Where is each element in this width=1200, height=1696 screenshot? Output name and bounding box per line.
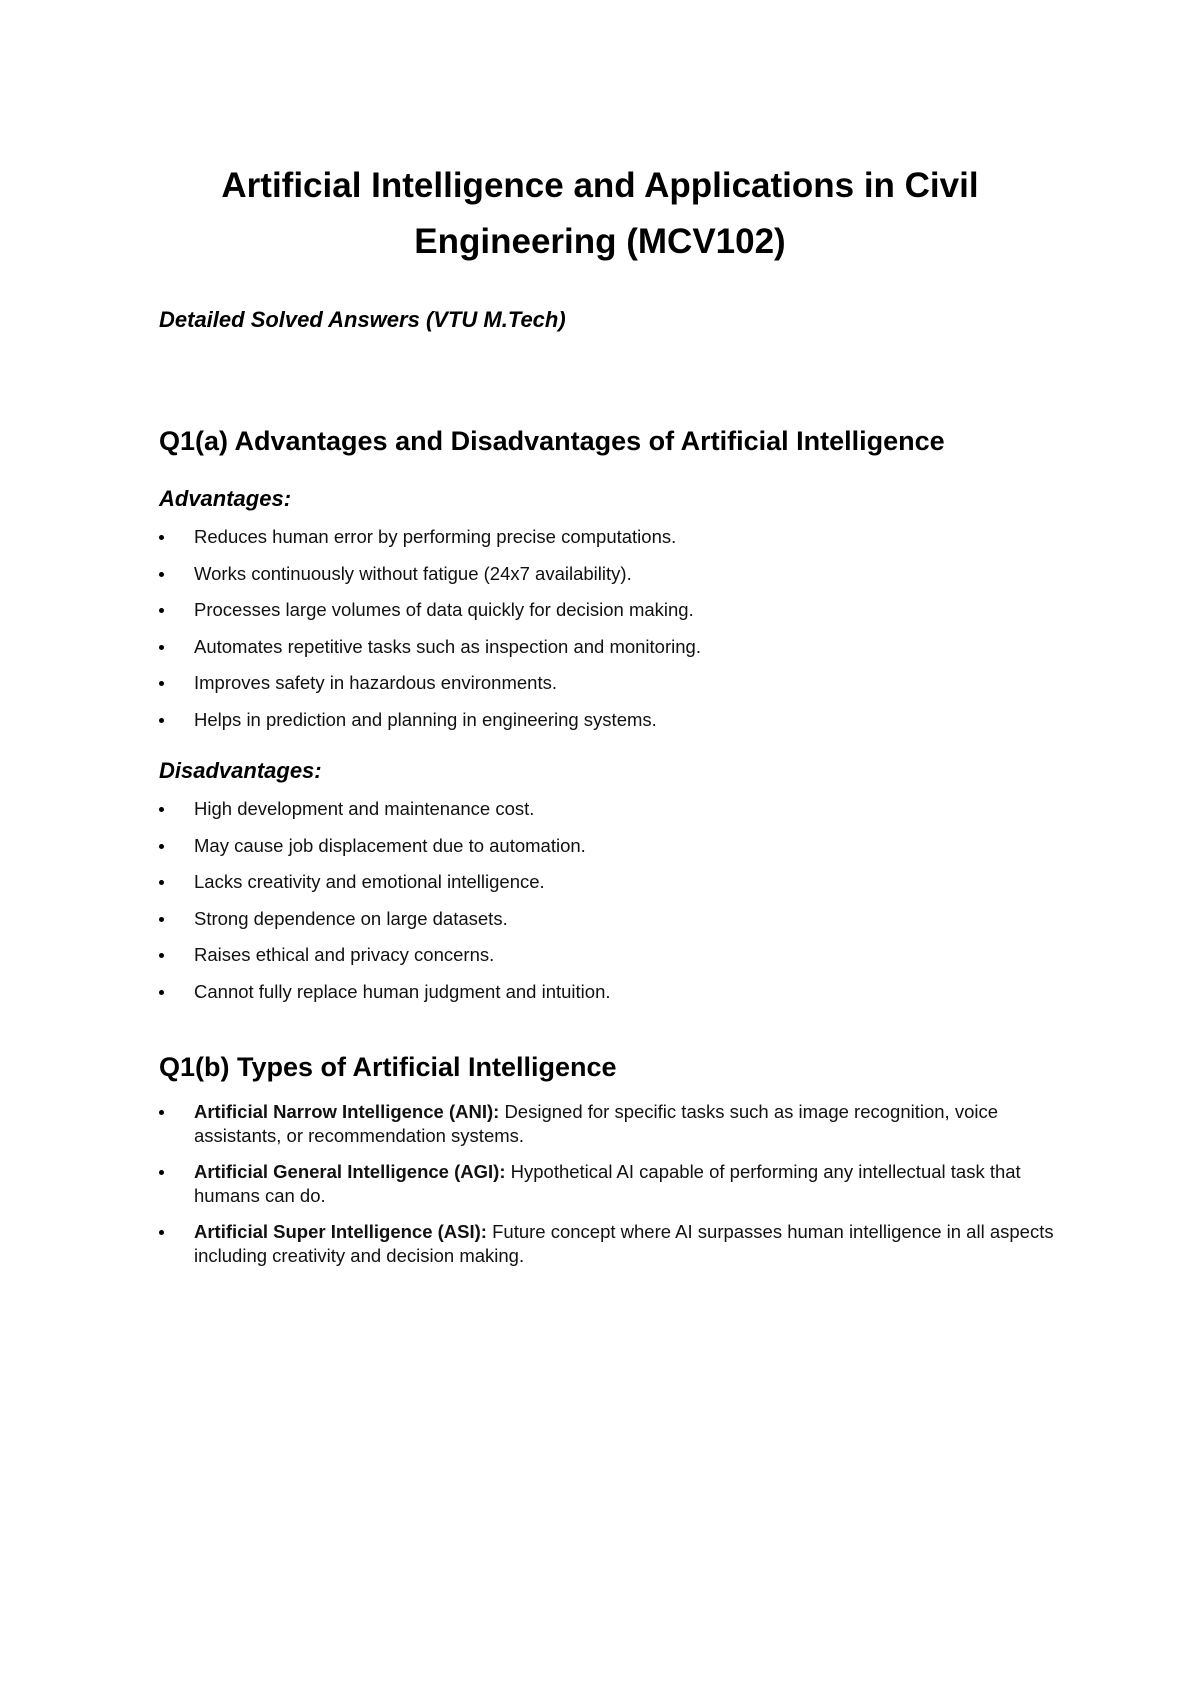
bullet-icon <box>159 535 164 540</box>
type-description: Future concept where AI surpasses human intelligence in all aspects including creativity and decision making. <box>194 1221 1054 1266</box>
advantages-list <box>159 525 1059 744</box>
list-item <box>159 943 1059 967</box>
list-item-text: Works continuously without fatigue (24x7 availability). <box>194 562 632 584</box>
list-item-text: Helps in prediction and planning in engineering systems. <box>194 708 657 730</box>
list-item-text: Processes large volumes of data quickly for decision making. <box>194 599 694 620</box>
list-item <box>159 870 1059 894</box>
type-term: Artificial General Intelligence (AGI): <box>194 1161 506 1182</box>
type-term: Artificial Super Intelligence (ASI): <box>194 1221 487 1242</box>
list-item <box>159 598 1059 622</box>
bullet-icon <box>159 1110 164 1115</box>
bullet-icon <box>159 990 164 995</box>
bullet-icon <box>159 718 164 723</box>
disadvantages-heading: Disadvantages: <box>159 758 322 783</box>
list-item <box>159 907 1059 931</box>
list-item-text: Cannot fully replace human judgment and intuition. <box>194 980 611 1002</box>
bullet-icon <box>159 645 164 650</box>
section-heading-q1b: Q1(b) Types of Artificial Intelligence <box>159 1052 617 1082</box>
list-item-text: Improves safety in hazardous environments. <box>194 672 557 693</box>
list-item <box>159 708 1059 732</box>
disadvantages-list <box>159 797 1059 1016</box>
bullet-icon <box>159 1230 164 1235</box>
list-item <box>159 1160 1064 1208</box>
bullet-icon <box>159 807 164 812</box>
list-item-text: May cause job displacement due to automation. <box>194 834 586 856</box>
type-description: Designed for specific tasks such as image recognition, voice assistants, or recommendation systems. <box>194 1101 999 1146</box>
list-item-text: Raises ethical and privacy concerns. <box>194 944 495 965</box>
document-subtitle: Detailed Solved Answers (VTU M.Tech) <box>159 307 566 332</box>
list-item-text: Strong dependence on large datasets. <box>194 907 508 929</box>
advantages-heading: Advantages: <box>159 486 292 511</box>
bullet-icon <box>159 1170 164 1175</box>
bullet-icon <box>159 844 164 849</box>
list-item-text: Automates repetitive tasks such as inspection and monitoring. <box>194 635 701 657</box>
bullet-icon <box>159 681 164 686</box>
bullet-icon <box>159 917 164 922</box>
list-item <box>159 797 1059 821</box>
section-heading-q1a: Q1(a) Advantages and Disadvantages of Artificial Intelligence <box>159 426 945 456</box>
list-item-text: High development and maintenance cost. <box>194 798 535 819</box>
list-item <box>159 980 1059 1004</box>
list-item <box>159 635 1059 659</box>
document-title: Artificial Intelligence and Applications in Civil Engineering (MCV102) <box>221 166 979 261</box>
type-description: Hypothetical AI capable of performing any intellectual task that humans can do. <box>194 1161 1021 1206</box>
bullet-icon <box>159 953 164 958</box>
list-item <box>159 671 1059 695</box>
bullet-icon <box>159 608 164 613</box>
bullet-icon <box>159 572 164 577</box>
list-item-text: Reduces human error by performing precise computations. <box>194 526 677 547</box>
list-item <box>159 525 1059 549</box>
type-term: Artificial Narrow Intelligence (ANI): <box>194 1101 500 1122</box>
list-item <box>159 1220 1064 1268</box>
ai-types-list <box>159 1100 1059 1280</box>
list-item-text: Lacks creativity and emotional intelligence. <box>194 871 545 892</box>
list-item <box>159 562 1059 586</box>
list-item <box>159 834 1059 858</box>
list-item <box>159 1100 1064 1148</box>
bullet-icon <box>159 880 164 885</box>
